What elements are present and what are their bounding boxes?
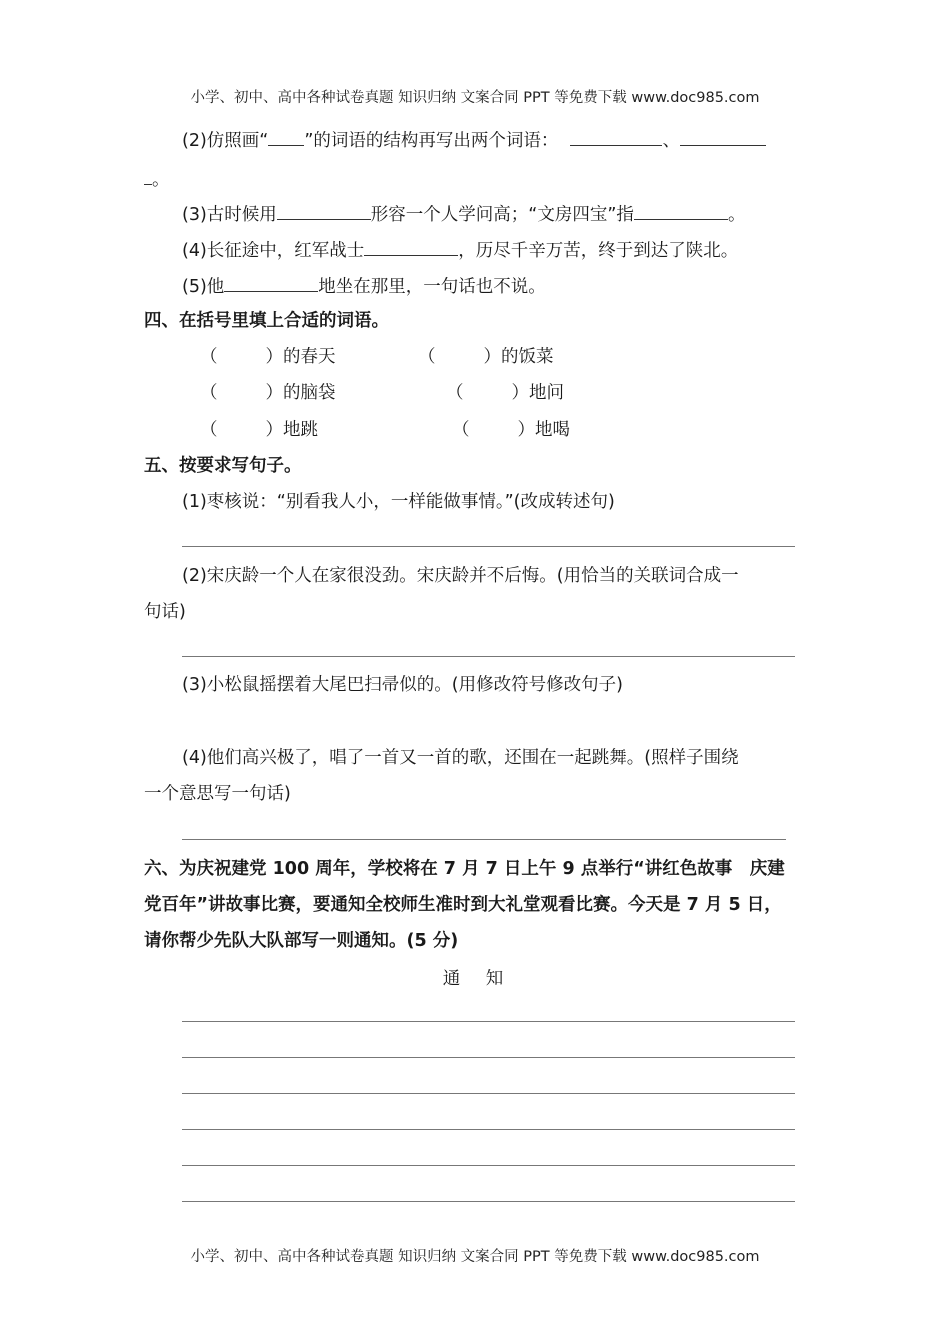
s3-q2-text-b: ”的词语的结构再写出两个词语：: [304, 131, 559, 151]
s3-q3-text-b: 形容一个人学问高；“文房四宝”指: [370, 205, 634, 225]
s3-q4: [182, 237, 738, 263]
notice-writing-line[interactable]: [182, 1093, 795, 1094]
s3-q3: [182, 201, 745, 227]
s3-q2-line2: [144, 166, 170, 192]
s4-item-label: ）地跳: [265, 420, 318, 440]
s4-item-6[interactable]: [452, 418, 570, 442]
s4-item-label: ）地问: [511, 383, 564, 403]
s4-item-label: ）的饭菜: [483, 347, 554, 367]
s4-open-paren: （: [200, 420, 218, 440]
notice-writing-line[interactable]: [182, 1129, 795, 1130]
s5-q4-line1: (4)他们高兴极了，唱了一首又一首的歌，还围在一起跳舞。(照样子围绕: [182, 748, 739, 768]
s3-q2-text-a: (2)仿照画“: [182, 131, 269, 151]
s3-q2-answer-blank-2-cont[interactable]: [144, 166, 152, 185]
page-header: 小学、初中、高中各种试卷真题 知识归纳 文案合同 PPT 等免费下载 www.doc985.com: [190, 90, 760, 106]
notice-writing-line[interactable]: [182, 1021, 795, 1022]
s3-q4-blank[interactable]: [364, 237, 458, 256]
s4-open-paren: （: [446, 383, 464, 403]
s4-item-label: ）的春天: [265, 347, 336, 367]
notice-writing-line[interactable]: [182, 1201, 795, 1202]
s5-q3: (3)小松鼠摇摆着大尾巴扫帚似的。(用修改符号修改句子): [182, 675, 623, 695]
s5-q1-answer-line[interactable]: [182, 546, 795, 547]
s3-q5-blank[interactable]: [224, 273, 318, 292]
s4-open-paren: （: [200, 347, 218, 367]
page-footer: 小学、初中、高中各种试卷真题 知识归纳 文案合同 PPT 等免费下载 www.doc985.com: [190, 1249, 760, 1265]
notice-writing-line[interactable]: [182, 1057, 795, 1058]
s4-item-3[interactable]: [200, 381, 336, 405]
notice-title: 通 知: [442, 969, 508, 989]
notice-writing-line[interactable]: [182, 1165, 795, 1166]
s4-item-label: ）的脑袋: [265, 383, 336, 403]
s3-q4-text-a: (4)长征途中，红军战士: [182, 241, 365, 261]
s3-q2-answer-blank-2[interactable]: [680, 127, 766, 146]
s4-open-paren: （: [418, 347, 436, 367]
s6-line1: 六、为庆祝建党 100 周年，学校将在 7 月 7 日上午 9 点举行“讲红色故事 庆建: [144, 859, 785, 879]
s5-q2-line2: 句话): [144, 602, 186, 622]
s3-q4-text-b: ，历尽千辛万苦，终于到达了陕北。: [458, 241, 739, 261]
s3-q2-sep: 、: [662, 131, 680, 151]
s4-item-2[interactable]: [418, 345, 554, 369]
s3-q3-text-a: (3)古时候用: [182, 205, 277, 225]
s4-open-paren: （: [200, 383, 218, 403]
s5-q1: (1)枣核说：“别看我人小，一样能做事情。”(改成转述句): [182, 492, 615, 512]
s3-q5: [182, 273, 546, 299]
s3-q3-blank-2[interactable]: [634, 201, 728, 220]
s3-q2-sample-blank: [268, 127, 304, 146]
s3-q2-answer-blank-1[interactable]: [570, 127, 662, 146]
s3-q5-text-b: 地坐在那里，一句话也不说。: [318, 277, 546, 297]
s3-q3-text-c: 。: [727, 205, 746, 225]
s4-title: 四、在括号里填上合适的词语。: [144, 311, 389, 331]
s5-q2-answer-line[interactable]: [182, 656, 795, 657]
s3-q2-end: 。: [152, 170, 170, 190]
s4-item-4[interactable]: [446, 381, 564, 405]
s4-open-paren: （: [452, 420, 470, 440]
s4-item-label: ）地喝: [517, 420, 570, 440]
s3-q5-text-a: (5)他: [182, 277, 225, 297]
s5-q4-line2: 一个意思写一句话): [144, 784, 291, 804]
s5-title: 五、按要求写句子。: [144, 456, 302, 476]
s3-q3-blank-1[interactable]: [277, 201, 371, 220]
s4-item-5[interactable]: [200, 418, 318, 442]
s6-line2: 党百年”讲故事比赛，要通知全校师生准时到大礼堂观看比赛。今天是 7 月 5 日，: [144, 895, 782, 915]
s6-line3: 请你帮少先队大队部写一则通知。(5 分): [144, 931, 459, 951]
s5-q2-line1: (2)宋庆龄一个人在家很没劲。宋庆龄并不后悔。(用恰当的关联词合成一: [182, 566, 739, 586]
s3-q2-line1: [182, 127, 766, 153]
s4-item-1[interactable]: [200, 345, 336, 369]
s5-q4-answer-line[interactable]: [182, 839, 786, 840]
